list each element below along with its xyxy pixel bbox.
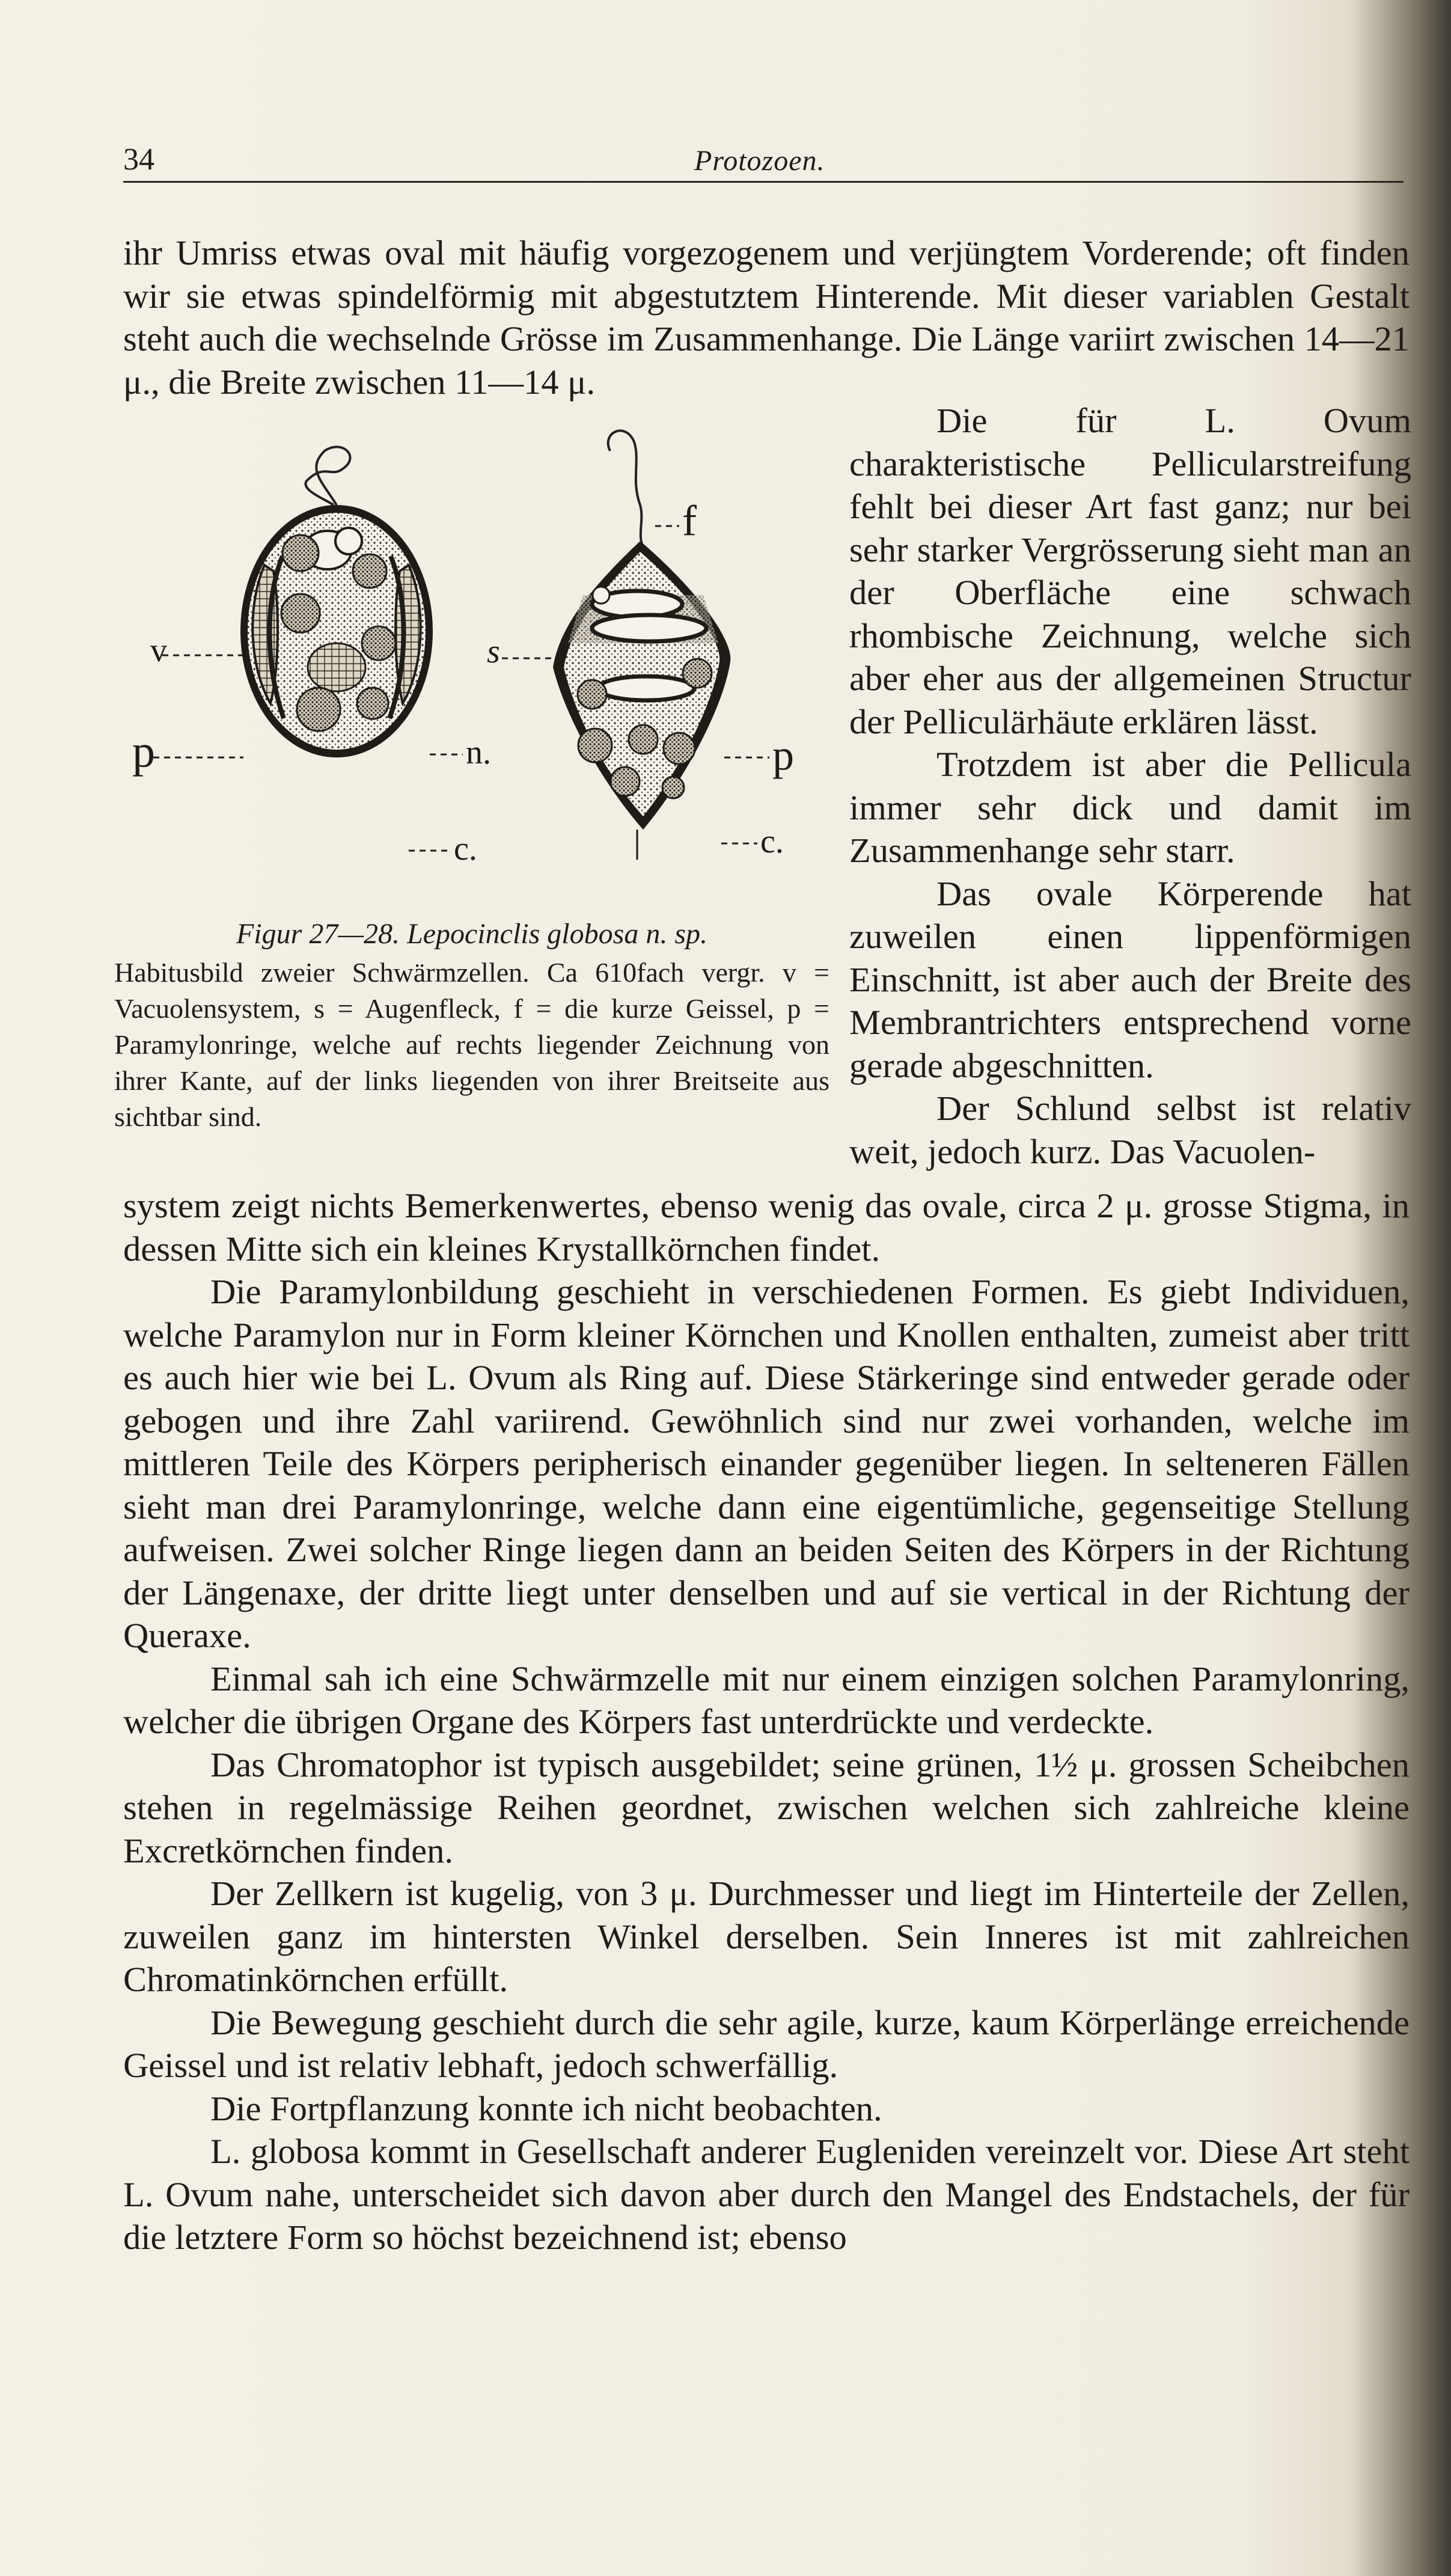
- header-rule: [123, 181, 1404, 183]
- caption-text: Habitusbild zweier Schwärmzellen. Ca 610fach vergr. v = Vacuolensystem, s = Augenfleck, f = die kurze Geissel, p = Paramylonringe, welche auf rechts liegender Zeichnung von ihrer Kante, auf der links liegenden von ihrer Breitseite aus sichtbar sind.: [114, 957, 829, 1132]
- label-v: v: [150, 632, 167, 669]
- cell-illustration: [126, 415, 817, 914]
- paragraph: Der Schlund selbst ist relativ weit, jedoch kurz. Das Vacuolen-: [849, 1089, 1411, 1171]
- paragraph: system zeigt nichts Bemerkenwertes, ebenso wenig das ovale, circa 2 μ. grosse Stigma, in dessen Mitte sich ein kleines Krystallkörnchen findet.: [123, 1186, 1410, 1268]
- running-head: Protozoen.: [694, 145, 825, 177]
- cell-left: [240, 447, 433, 757]
- label-n: n.: [466, 734, 491, 771]
- label-s: s: [487, 633, 500, 670]
- label-f: f: [682, 497, 697, 545]
- figure-27-28: [126, 415, 817, 914]
- text-bottom: [123, 1184, 1410, 2259]
- paragraph: Die für L. Ovum charakteristische Pellicularstreifung fehlt bei dieser Art fast ganz; nur bei sehr starker Vergrösserung sieht man an der Oberfläche eine schwach rhombische Zeichnung, welche sich aber eher aus der allgemeinen Structur der Pelliculärhäute erklären lässt.: [849, 401, 1411, 741]
- paragraph: Trotzdem ist aber die Pellicula immer sehr dick und damit im Zusammenhange sehr starr.: [849, 745, 1411, 870]
- paragraph: Das ovale Körperende hat zuweilen einen lippenförmigen Einschnitt, ist aber auch der Breite des Membrantrichters entsprechend vorne gerade abgeschnitten.: [849, 873, 1411, 1085]
- text-top: [123, 231, 1410, 403]
- paragraph: Das Chromatophor ist typisch ausgebildet; seine grünen, 1½ μ. grossen Scheibchen stehen in regelmässige Reihen geordnet, zwischen welchen sich zahlreiche kleine Excretkörnchen finden.: [123, 1745, 1410, 1870]
- cell-right: [553, 430, 730, 860]
- label-c-left: c.: [454, 830, 477, 867]
- paragraph: Der Zellkern ist kugelig, von 3 μ. Durchmesser und liegt im Hinterteile der Zellen, zuweilen ganz im hintersten Winkel derselben. Sein Inneres ist mit zahlreichen Chromatinkörnchen erfüllt.: [123, 1874, 1410, 1999]
- paragraph: L. globosa kommt in Gesellschaft anderer Eugleniden vereinzelt vor. Diese Art steht L. Ovum nahe, unterscheidet sich davon aber durch den Mangel des Endstachels, der für die letztere Form so höchst bezeichnend ist; ebenso: [123, 2132, 1410, 2257]
- page-header: [123, 142, 1404, 184]
- label-p-right: p: [772, 731, 794, 779]
- label-c-right: c.: [760, 823, 784, 860]
- paragraph: Die Fortpflanzung konnte ich nicht beobachten.: [210, 2088, 882, 2128]
- figure-caption: [114, 916, 829, 1135]
- text-right-column: [849, 399, 1411, 1173]
- paragraph: Die Paramylonbildung geschieht in verschiedenen Formen. Es giebt Individuen, welche Paramylon nur in Form kleiner Körnchen und Knollen enthalten, zumeist aber tritt es auch hier wie bei L. Ovum als Ring auf. Diese Stärkeringe sind entweder gerade oder gebogen und ihre Zahl variirend. Gewöhnlich sind nur zwei vorhanden, welche im mittleren Teile des Körpers peripherisch einander gegenüber liegen. In selteneren Fällen sieht man drei Paramylonringe, welche dann eine eigentümliche, gegenseitige Stellung aufweisen. Zwei solcher Ringe liegen dann an beiden Seiten des Körpers in der Richtung der Längenaxe, der dritte liegt unter denselben und auf sie vertical in der Richtung der Queraxe.: [123, 1272, 1410, 1655]
- caption-title: Figur 27—28. Lepocinclis globosa n. sp.: [236, 918, 707, 950]
- paragraph: Einmal sah ich eine Schwärmzelle mit nur einem einzigen solchen Paramylonring, welcher die übrigen Organe des Körpers fast unterdrückte und verdeckte.: [123, 1659, 1410, 1741]
- page-number: 34: [123, 142, 154, 177]
- paragraph: ihr Umriss etwas oval mit häufig vorgezogenem und verjüngtem Vorderende; oft finden wir sie etwas spindelförmig mit abgestutztem Hinterende. Mit dieser variablen Gestalt steht auch die wechselnde Grösse im Zusammenhange. Die Länge variirt zwischen 14—21 μ., die Breite zwischen 11—14 μ.: [123, 233, 1410, 402]
- label-p-left: p: [132, 726, 155, 777]
- paragraph: Die Bewegung geschieht durch die sehr agile, kurze, kaum Körperlänge erreichende Geissel und ist relativ lebhaft, jedoch schwerfällig.: [123, 2002, 1410, 2085]
